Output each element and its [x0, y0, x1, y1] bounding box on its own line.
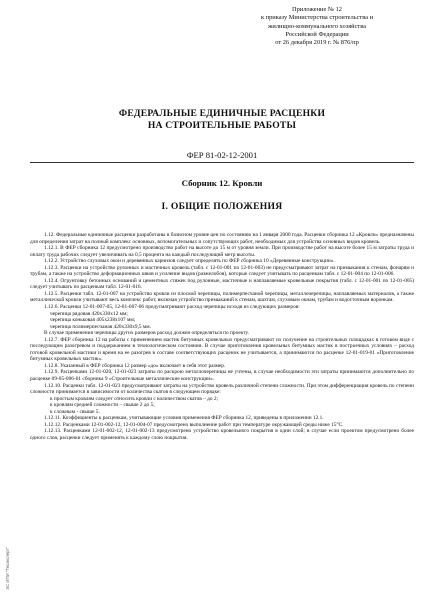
paragraph: 1.12.11. Коэффициенты к расценкам, учитывающие условия применения ФЕР сборника 12, приведены в приложении 12.1. [44, 415, 324, 422]
paragraph: 1.12.8. Указанный в ФЕР сборника 12 размер «до» включает в себя этот размер. [44, 362, 226, 369]
list-item: к кровлям средней сложности – свыше 2 до 5; [50, 402, 155, 409]
paragraph: 1.12.12. Расценками 12-01-002-12, 12-01-004-07 предусмотрено выполнение работ при температуре окружающей среды ниже 15°С. [44, 421, 344, 428]
paragraph: 1.12.1. В ФЕР сборника 12 предусмотрено производство работ на высоте до 15 м от уровня земли. При производстве работ на высоте более 15 м затраты труда и оплату труда рабочих следует увеличивать на 0,5 процента на каждый последующий метр высоты. [30, 245, 414, 258]
list-item: черепица коньковая 405х238х107 мм; [50, 317, 136, 324]
approval-line: от 26 декабря 2019 г. № 876/пр [275, 39, 359, 47]
body-text [30, 232, 414, 442]
paragraph: 1.12. Федеральные единичные расценки разработаны в базисном уровне цен по состоянию на 1 января 2000 года. Расценки сборника 12 «Кровли» предназначены для определения затрат на полный комплекс основных, вспомогательных и сопутствующих работ, необходимых для устройства основных видов кровель. [30, 232, 414, 245]
paragraph: В случае применения черепицы других размеров расход должен определяться по проекту. [44, 330, 249, 337]
paragraph: 1.12.13. Расценками 12-01-002-12, 12-01-002-13 предусмотрено устройство кровельного покрытия в один слой; в случае если проектом предусмотрено более одного слоя, расценки следует применять к каждому слою покрытия. [30, 428, 414, 441]
side-stamp [5, 510, 15, 590]
approval-line: жилищно-коммунального хозяйства [268, 22, 366, 30]
paragraph: 1.12.5. Расценки табл. 12-01-007 на устройство кровли из плоской черепицы, полимерпесчаной черепицы, металлочерепицы, наплавляемых материалов, а также металлической кровли учитывают весь комплекс работ, включая устройство примыканий к стенам, шахтам, слуховым окнам, трубам и водосточным воронкам. [30, 290, 414, 304]
approval-line: Российской Федерации [285, 30, 349, 38]
paragraph: 1.12.4. Огрунтовку бетонных оснований и цементных стяжек под рулонные, мастичные и наплавляемые кровельные покрытия (табл. с 12-01-001 по 12-01-005) следует учитывать по расценкам табл. 12-01-016. [30, 277, 414, 291]
document-title [30, 108, 414, 131]
paragraph: 1.12.9. Расценками 12-01-020, 12-01-023 затраты по раскрою металлочерепицы не учтены, в случае необходимости эти затраты принимаются дополнительно по расценке 09-05-006-01 сборника 9 «Строительные металлические конструкции». [30, 369, 414, 383]
stamp-text: ЭС ИПИ "Техэксперт" [5, 547, 10, 590]
list-item: к простым кровлям следует относить кровли с количеством скатов – до 2; [50, 395, 219, 402]
title-line-1: ФЕДЕРАЛЬНЫЕ ЕДИНИЧНЫЕ РАСЦЕНКИ [118, 108, 326, 119]
paragraph: 1.12.3. Расценки на устройство рулонных и мастичных кровель (табл. с 12-01-001 по 12-01-003) не предусматривают затрат на примыкания к стенам, фонарям и трубам, а также на устройство деформационных швов и усиление видов (разжелобов), которые следует учитывать по расценкам табл. с 12-01-004 по 12-01-006. [30, 264, 414, 278]
approval-line: к приказу Министерства строительства и [260, 14, 374, 22]
paragraph: 1.12.7. ФЕР сборника 12 на работы с применением мастик битумных кровельных предусматривают их получение на строительных площадках в готовом виде с последующим разогревом и поддержанием в технологическом состоянии. В случае приготовления кровельных битумных мастик в построечных условиях – расход готовой кровельной мастики и время на ее разогрев в составе соответствующих расценок не учитывается, а принимаются по расценке 12-01-019-01 «Приготовление битумных кровельных мастик». [30, 336, 414, 363]
approval-line: Приложение № 12 [292, 6, 342, 13]
paragraph: 1.12.6. Расценки 12-01-007-05, 12-01-007-06 предусматривают расход черепицы исходя из следующих размеров: [44, 304, 300, 311]
list-item: к сложным - свыше 5. [50, 408, 100, 415]
paragraph: 1.12.10. Расценки табл. 12-01-023 предусматривают затраты на устройство кровель различной степени сложности. При этом дифференциация кровель по степени сложности принимается в зависимости от количества скатов в следующем порядке: [30, 382, 414, 396]
section-heading: I. ОБЩИЕ ПОЛОЖЕНИЯ [161, 201, 283, 212]
list-item: черепица полимерпесчаная 420х330х9,5 мм. [50, 323, 152, 330]
paragraph: 1.12.2. Устройство слуховых окон и деревянных карнизов следует определять по ФЕР сборника 10 «Деревянные конструкции». [44, 258, 335, 265]
approval-block [232, 6, 402, 47]
collection-title: Сборник 12. Кровли [181, 178, 263, 188]
document-code: ФЕР 81-02-12-2001 [30, 150, 414, 163]
title-line-2: НА СТРОИТЕЛЬНЫЕ РАБОТЫ [147, 119, 297, 131]
list-item: черепица рядовая 420х330х12 мм; [50, 310, 128, 317]
